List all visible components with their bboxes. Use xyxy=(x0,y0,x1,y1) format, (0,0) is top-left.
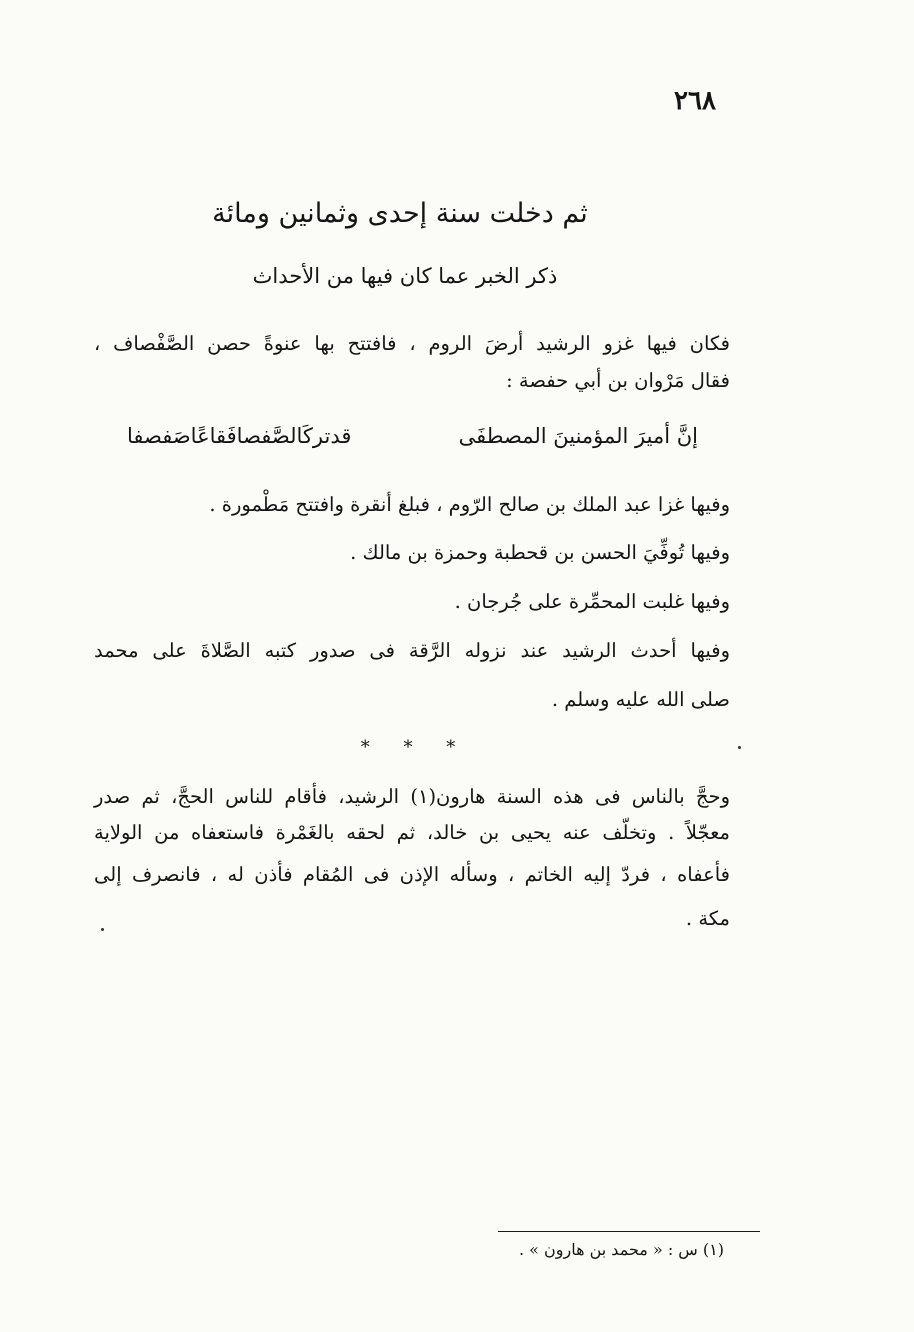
paragraph-5-line-1: وفيها أحدث الرشيد عند نزوله الرَّقة فى صدور كتبه الصَّلاةَ على محمد xyxy=(94,639,730,662)
print-speck xyxy=(101,928,104,931)
paragraph-2-line-1: وفيها غزا عبد الملك بن صالح الرّوم ، فبلغ أنقرة وافتتح مَطْمورة . xyxy=(209,493,730,516)
print-speck xyxy=(738,746,741,749)
paragraph-6-line-2: معجّلاً . وتخلّف عنه يحيى بن خالد، ثم لحقه بالغَمْرة فاستعفاه من الولاية xyxy=(94,821,730,844)
paragraph-6-line-3: فأعفاه ، فردّ إليه الخاتم ، وسأله الإذن فى المُقام فأذن له ، فانصرف إلى xyxy=(94,863,730,886)
verse-first-hemistich: إنَّ أميرَ المؤمنينَ المصطفَى xyxy=(458,424,698,448)
paragraph-1-line-2: فقال مَرْوان بن أبي حفصة : xyxy=(506,369,730,392)
verse-second-hemistich: قدتركَالصَّفصافَقاعًاصَفصفا xyxy=(127,424,352,448)
paragraph-6-line-1: وحجَّ بالناس فى هذه السنة هارون(١) الرشيد، فأقام للناس الحجَّ، ثم صدر xyxy=(94,785,730,808)
paragraph-3-line-1: وفيها تُوفِّيَ الحسن بن قحطبة وحمزة بن مالك . xyxy=(350,541,730,564)
section-separator: * * * xyxy=(360,737,470,758)
paragraph-1-line-1: فكان فيها غزو الرشيد أرضَ الروم ، فافتتح بها عنوةً حصن الصَّفْصاف ، xyxy=(94,332,730,355)
footnote-divider xyxy=(498,1231,760,1232)
chapter-title: ثم دخلت سنة إحدى وثمانين ومائة xyxy=(212,198,588,229)
chapter-subtitle: ذكر الخبر عما كان فيها من الأحداث xyxy=(252,264,558,288)
page-number: ٢٦٨ xyxy=(674,86,716,116)
paragraph-6-line-4: مكة . xyxy=(685,907,730,930)
footnote: (١) س : « محمد بن هارون » . xyxy=(518,1240,724,1259)
paragraph-5-line-2: صلى الله عليه وسلم . xyxy=(551,688,730,711)
paragraph-4-line-1: وفيها غلبت المحمِّرة على جُرجان . xyxy=(454,590,730,613)
